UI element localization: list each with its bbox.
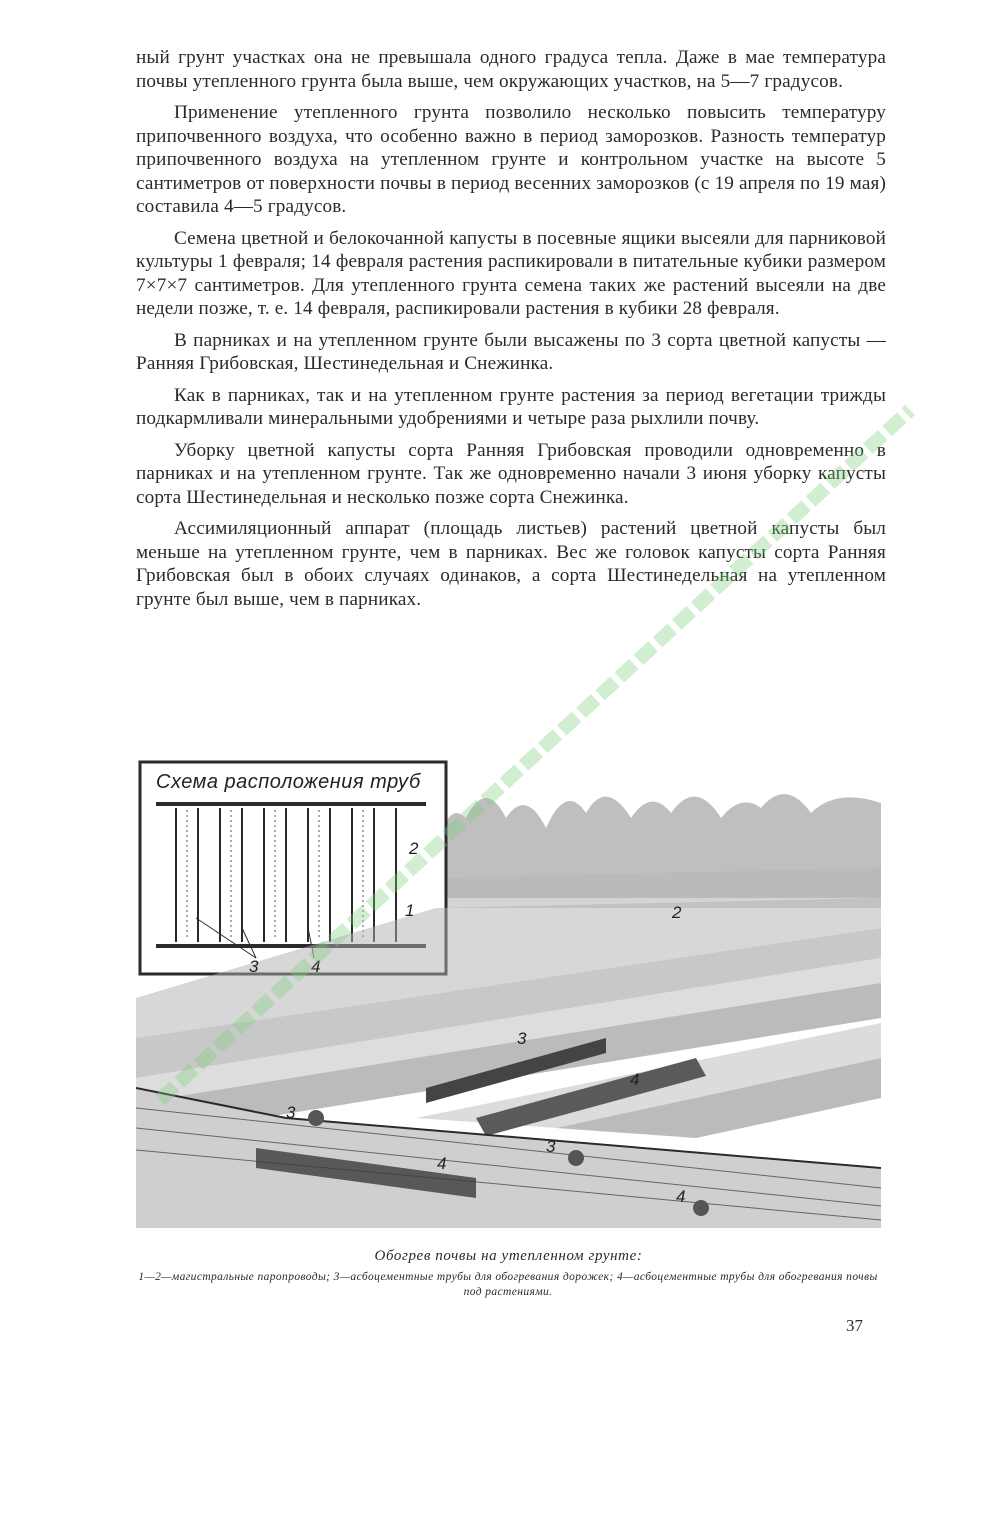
label-2-inset: 2 <box>409 839 419 858</box>
paragraph: Семена цветной и белокочанной капусты в посевные ящики высеяли для парниковой культуры 1 февраля; 14 февраля растения распикировали в питательные кубики размером 7×7×7 сантиметров. Для утепленного грунта семена таких же растений высеяли на две недели позже, т. е. 14 февраля, распикировали растения в кубики 28 февраля. <box>136 227 886 319</box>
label-4-wall-right: 4 <box>676 1187 686 1206</box>
figure-illustration <box>136 758 881 1228</box>
label-3-wall-right: 3 <box>546 1137 556 1156</box>
label-3-field: 3 <box>517 1029 527 1048</box>
label-2-field: 2 <box>672 903 682 922</box>
label-4-field: 4 <box>630 1070 640 1089</box>
field-drawing <box>136 758 881 1228</box>
paragraph: Применение утепленного грунта позволило несколько повысить температуру припочвенного воздуха, что особенно важно в период заморозков. Разность температур припочвенного воздуха на утепленном грунте и контрольном участке на высоте 5 сантиметров от поверхности почвы в период весенних заморозков (с 19 апреля по 19 мая) составила 4—5 градусов. <box>136 102 886 217</box>
paragraph: ный грунт участках она не превышала одного градуса тепла. Даже в мае температура почвы утепленного грунта была выше, чем окружающих участков, на 5—7 градусов. <box>136 47 886 92</box>
paragraph: Уборку цветной капусты сорта Ранняя Грибовская проводили одновременно в парниках и на утепленном грунте. Так же одновременно начали 3 июня уборку капусты сорта Шестинедельная и несколько позже сорта Снежинка. <box>136 439 886 508</box>
figure-caption-title: Обогрев почвы на утепленном грунте: <box>374 1248 643 1264</box>
body-text <box>136 46 886 619</box>
label-4-inset: 4 <box>311 957 321 976</box>
paragraph: Как в парниках, так и на утепленном грунте растения за период вегетации трижды подкармливали минеральными удобрениями и четыре раза рыхлили почву. <box>136 384 886 429</box>
paragraph: Ассимиляционный аппарат (площадь листьев) растений цветной капусты был меньше на утепленном грунте, чем в парниках. Вес же головок капусты сорта Ранняя Грибовская был в обоих случаях одинаков, а сорта Шестинедельная на утепленном грунте был выше, чем в парниках. <box>136 518 886 610</box>
page-number: 37 <box>846 1316 863 1335</box>
label-3-wall: 3 <box>286 1103 296 1122</box>
label-1-inset: 1 <box>405 901 415 920</box>
label-3-inset: 3 <box>249 957 259 976</box>
inset-title: Схема расположения труб <box>156 771 421 793</box>
label-4-wall: 4 <box>437 1154 447 1173</box>
paragraph: В парниках и на утепленном грунте были высажены по 3 сорта цветной капусты — Ранняя Грибовская, Шестинедельная и Снежинка. <box>136 329 886 374</box>
figure-caption-body: 1—2—магистральные паропроводы; 3—асбоцементные трубы для обогревания дорожек; 4—асбоцементные трубы для обогревания почвы под растениями. <box>138 1271 878 1298</box>
